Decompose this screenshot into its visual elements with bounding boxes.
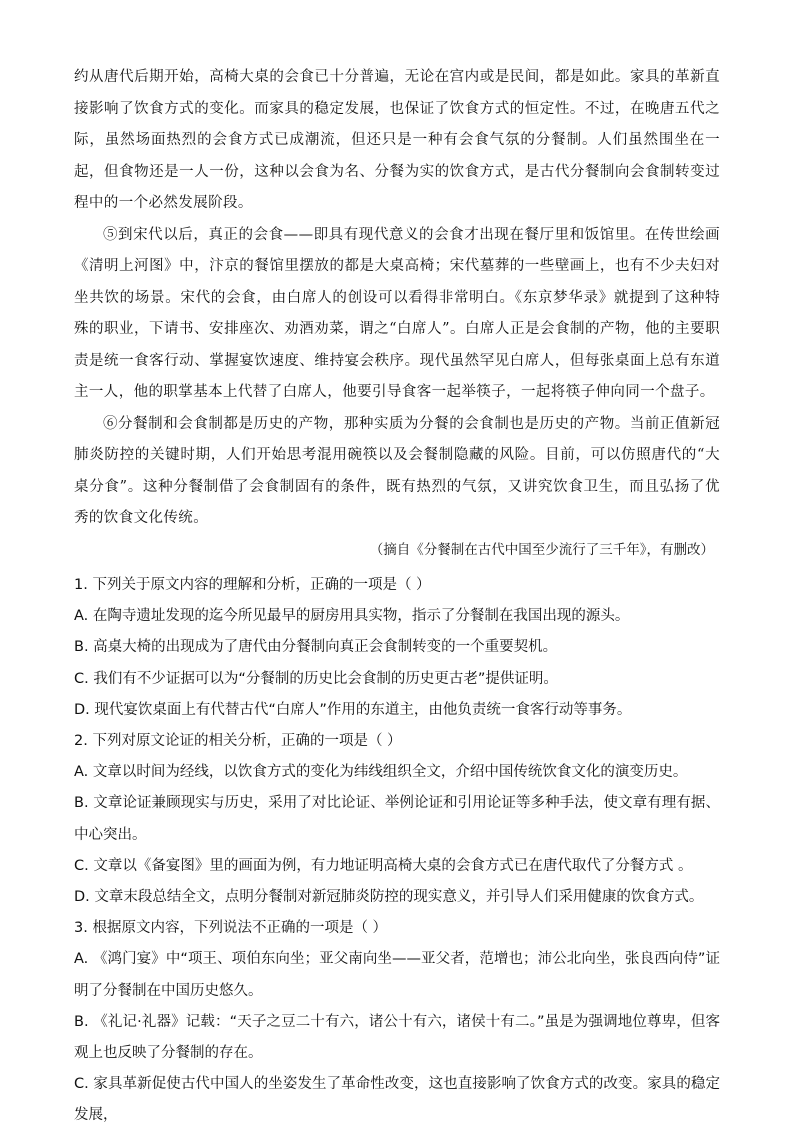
passage-paragraph-5: ⑤到宋代以后，真正的会食——即具有现代意义的会食才出现在餐厅里和饭馆里。在传世绘画《清明上河图》中，汴京的餐馆里摆放的都是大桌高椅；宋代墓葬的一些壁画上，也有不少夫妇对坐共饮的场景。宋代的会食，由白席人的创设可以看得非常明白。《东京梦华录》就提到了这种特殊的职业，下请书、安排座次、劝酒劝菜，谓之“白席人”。白席人正是会食制的产物，他的主要职责是统一食客行动、掌握宴饮速度、维持宴会秩序。现代虽然罕见白席人，但每张桌面上总有东道主一人，他的职掌基本上代替了白席人，他要引导食客一起举筷子，一起将筷子伸向同一个盘子。 <box>74 226 720 400</box>
question-stem: 2. 下列对原文论证的相关分析，正确的一项是（ ） <box>74 733 402 750</box>
question-1 <box>74 570 720 726</box>
question-option: C. 文章以《备宴图》里的画面为例，有力地证明高椅大桌的会食方式已在唐代取代了分餐方式 。 <box>74 857 693 874</box>
question-stem: 1. 下列关于原文内容的理解和分析，正确的一项是（ ） <box>74 577 431 593</box>
passage-paragraph-continued: 约从唐代后期开始，高椅大桌的会食已十分普遍，无论在宫内或是民间，都是如此。家具的革新直接影响了饮食方式的变化。而家具的稳定发展，也保证了饮食方式的恒定性。不过，在晚唐五代之际，虽然场面热烈的会食方式已成潮流，但还只是一种有会食气氛的分餐制。人们虽然围坐在一起，但食物还是一人一份，这种以会食为名、分餐为实的饮食方式，是古代分餐制向会食制转变过程中的一个必然发展阶段。 <box>74 69 720 211</box>
question-option: A. 在陶寺遗址发现的迄今所见最早的厨房用具实物，指示了分餐制在我国出现的源头。 <box>74 608 630 625</box>
question-option: D. 文章末段总结全文，点明分餐制对新冠肺炎防控的现实意义，并引导人们采用健康的饮食方式。 <box>74 889 704 906</box>
question-3 <box>74 913 720 1131</box>
passage-paragraph-6: ⑥分餐制和会食制都是历史的产物，那种实质为分餐的会食制也是历史的产物。当前正值新冠肺炎防控的关键时期，人们开始思考混用碗筷以及会餐制隐藏的风险。目前，可以仿照唐代的“大桌分食”。这种分餐制借了会食制固有的条件，既有热烈的气氛，又讲究饮食卫生，而且弘扬了优秀的饮食文化传统。 <box>74 415 720 526</box>
question-option: B. 高桌大椅的出现成为了唐代由分餐制向真正会食制转变的一个重要契机。 <box>74 639 558 656</box>
question-stem: 3. 根据原文内容，下列说法不正确的一项是（ ） <box>74 920 388 937</box>
question-2 <box>74 726 720 913</box>
question-option: A. 文章以时间为经线，以饮食方式的变化为纬线组织全文，介绍中国传统饮食文化的演变历史。 <box>74 764 688 781</box>
question-option: A. 《鸿门宴》中“项王、项伯东向坐；亚父南向坐——亚父者，范增也；沛公北向坐，张良西向侍”证明了分餐制在中国历史悠久。 <box>74 951 720 999</box>
passage-source: （摘自《分餐制在古代中国至少流行了三千年》，有删改） <box>369 541 714 558</box>
question-option: B. 《礼记·礼器》记载：“天子之豆二十有六，诸公十有六，诸侯十有二。”虽是为强调地位尊卑，但客观上也反映了分餐制的存在。 <box>74 1013 720 1062</box>
questions-section <box>74 570 720 1132</box>
question-option: B. 文章论证兼顾现实与历史，采用了对比论证、举例论证和引用论证等多种手法，使文章有理有据、中心突出。 <box>74 795 720 843</box>
question-option: D. 现代宴饮桌面上有代替古代“白席人”作用的东道主，由他负责统一食客行动等事务。 <box>74 701 632 718</box>
reading-passage <box>74 62 720 566</box>
question-option: C. 我们有不少证据可以为“分餐制的历史比会食制的历史更古老”提供证明。 <box>74 670 558 687</box>
question-option: C. 家具革新促使古代中国人的坐姿发生了革命性改变，这也直接影响了饮食方式的改变。家具的稳定发展， <box>74 1076 720 1124</box>
